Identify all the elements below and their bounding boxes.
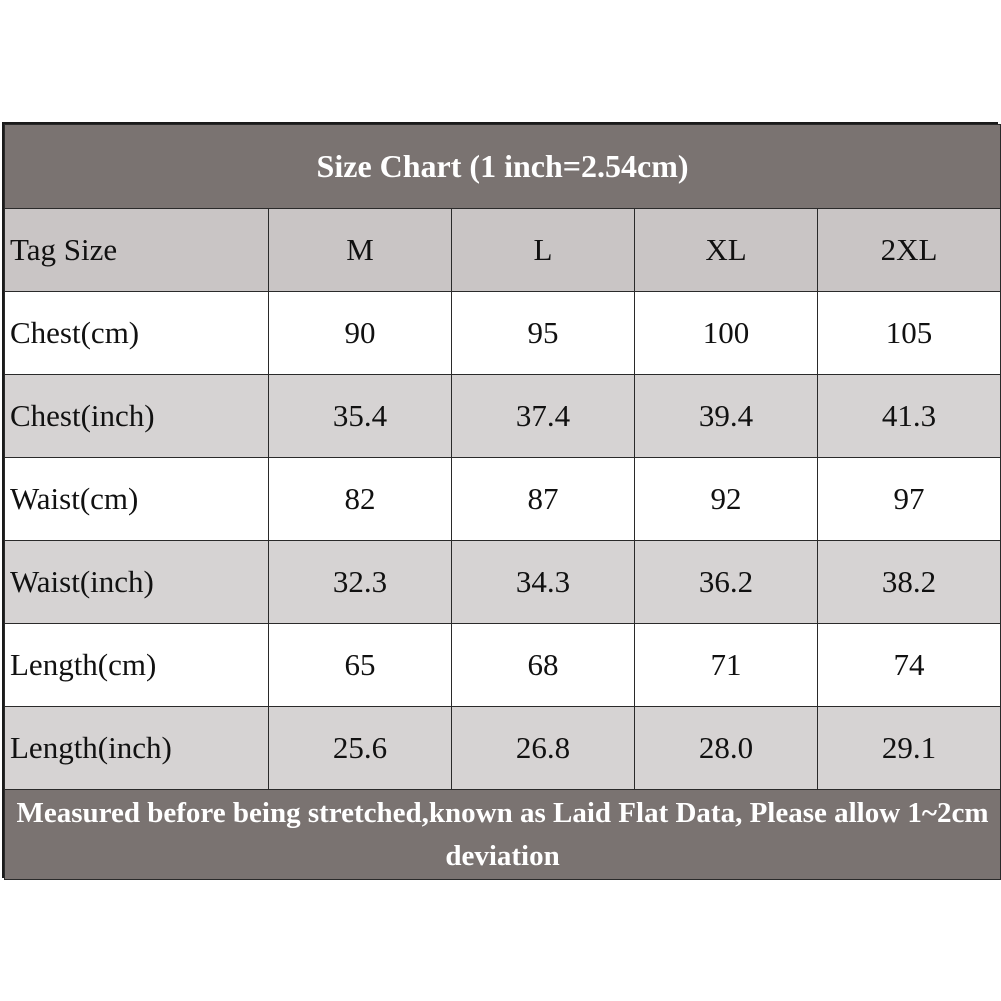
row-label: Chest(inch) xyxy=(5,375,269,458)
row-label: Length(cm) xyxy=(5,624,269,707)
table-cell: 71 xyxy=(635,624,818,707)
chart-title: Size Chart (1 inch=2.54cm) xyxy=(5,125,1001,209)
table-cell: 29.1 xyxy=(818,707,1001,790)
table-cell: 68 xyxy=(452,624,635,707)
header-cell-tag-size: Tag Size xyxy=(5,209,269,292)
table-cell: 39.4 xyxy=(635,375,818,458)
table-cell: 35.4 xyxy=(269,375,452,458)
table-cell: 100 xyxy=(635,292,818,375)
size-chart xyxy=(2,122,998,878)
row-label: Waist(cm) xyxy=(5,458,269,541)
table-cell: 37.4 xyxy=(452,375,635,458)
table-row xyxy=(5,541,1001,624)
row-label: Waist(inch) xyxy=(5,541,269,624)
header-cell-m: M xyxy=(269,209,452,292)
table-row xyxy=(5,375,1001,458)
table-cell: 90 xyxy=(269,292,452,375)
table-row xyxy=(5,707,1001,790)
table-cell: 105 xyxy=(818,292,1001,375)
header-cell-2xl: 2XL xyxy=(818,209,1001,292)
header-row xyxy=(5,209,1001,292)
row-label: Chest(cm) xyxy=(5,292,269,375)
table-cell: 26.8 xyxy=(452,707,635,790)
header-cell-l: L xyxy=(452,209,635,292)
row-label: Length(inch) xyxy=(5,707,269,790)
measurement-note: Measured before being stretched,known as Laid Flat Data, Please allow 1~2cm deviation xyxy=(5,790,1001,880)
table-cell: 65 xyxy=(269,624,452,707)
note-row xyxy=(5,790,1001,880)
table-row xyxy=(5,458,1001,541)
table-row xyxy=(5,292,1001,375)
table-cell: 92 xyxy=(635,458,818,541)
size-table xyxy=(4,124,1001,880)
header-cell-xl: XL xyxy=(635,209,818,292)
table-row xyxy=(5,624,1001,707)
table-cell: 97 xyxy=(818,458,1001,541)
table-cell: 74 xyxy=(818,624,1001,707)
table-cell: 87 xyxy=(452,458,635,541)
title-row xyxy=(5,125,1001,209)
table-cell: 34.3 xyxy=(452,541,635,624)
table-cell: 41.3 xyxy=(818,375,1001,458)
table-cell: 28.0 xyxy=(635,707,818,790)
table-cell: 36.2 xyxy=(635,541,818,624)
table-cell: 82 xyxy=(269,458,452,541)
table-cell: 38.2 xyxy=(818,541,1001,624)
table-cell: 32.3 xyxy=(269,541,452,624)
table-cell: 25.6 xyxy=(269,707,452,790)
table-cell: 95 xyxy=(452,292,635,375)
